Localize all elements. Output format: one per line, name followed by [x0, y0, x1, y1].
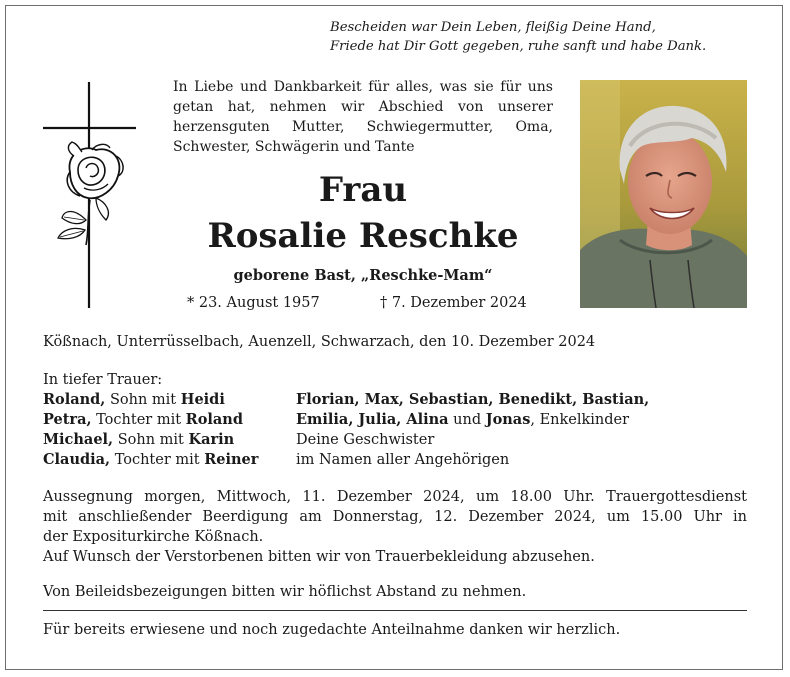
thanks-note: Für bereits erwiesene und noch zugedachte Anteilnahme danken wir herzlich. [43, 622, 621, 638]
funeral-line-4: Auf Wunsch der Verstorbenen bitten wir von Trauerbekleidung abzusehen. [43, 549, 595, 565]
divider [43, 610, 747, 611]
birth-name: geborene Bast, „Reschke-Mam“ [233, 267, 493, 284]
mourners-family-list [43, 390, 258, 470]
siblings-line: Deine Geschwister [296, 432, 435, 448]
funeral-line-3: der Expositurkirche Kößnach. [43, 529, 264, 545]
funeral-line-2: mit anschließender Beerdigung am Donnerstag, 12. Dezember 2024, um 15.00 Uhr in [43, 509, 747, 525]
place-and-date: Kößnach, Unterrüsselbach, Auenzell, Schwarzach, den 10. Dezember 2024 [43, 334, 596, 350]
mourners-heading: In tiefer Trauer: [43, 372, 163, 388]
funeral-notice [43, 487, 747, 567]
verse-line-1: Bescheiden war Dein Leben, fleißig Deine Hand, [330, 20, 656, 35]
grandchildren-line-2: Emilia, Julia, Alina und Jonas, Enkelkinder [296, 411, 630, 428]
list-item: Michael, Sohn mit Karin [43, 431, 235, 448]
mourners-extended-list [296, 390, 649, 470]
memorial-verse [330, 18, 750, 56]
condolences-note: Von Beileidsbezeigungen bitten wir höflichst Abstand zu nehmen. [43, 584, 527, 600]
birth-date: * 23. August 1957 [187, 295, 320, 311]
list-item: Claudia, Tochter mit Reiner [43, 451, 259, 468]
verse-line-2: Friede hat Dir Gott gegeben, ruhe sanft und habe Dank. [330, 39, 707, 54]
list-item: Roland, Sohn mit Heidi [43, 391, 225, 408]
salutation: Frau [318, 170, 408, 210]
intro-text: In Liebe und Dankbarkeit für alles, was sie für uns getan hat, nehmen wir Abschied von unserer herzensguten Mutter, Schwiegermutter, Oma, Schwester, Schwägerin und Tante [173, 79, 553, 155]
portrait-photo [580, 80, 747, 308]
relatives-line: im Namen aller Angehörigen [296, 452, 510, 468]
list-item: Petra, Tochter mit Roland [43, 411, 243, 428]
funeral-line-1: Aussegnung morgen, Mittwoch, 11. Dezember 2024, um 18.00 Uhr. Trauergottesdienst [43, 489, 747, 505]
deceased-name: Rosalie Reschke [207, 216, 519, 256]
grandchildren-line-1: Florian, Max, Sebastian, Benedikt, Bastian, [296, 391, 650, 408]
cross-with-rose-icon [40, 80, 140, 310]
death-date: † 7. Dezember 2024 [380, 295, 527, 311]
